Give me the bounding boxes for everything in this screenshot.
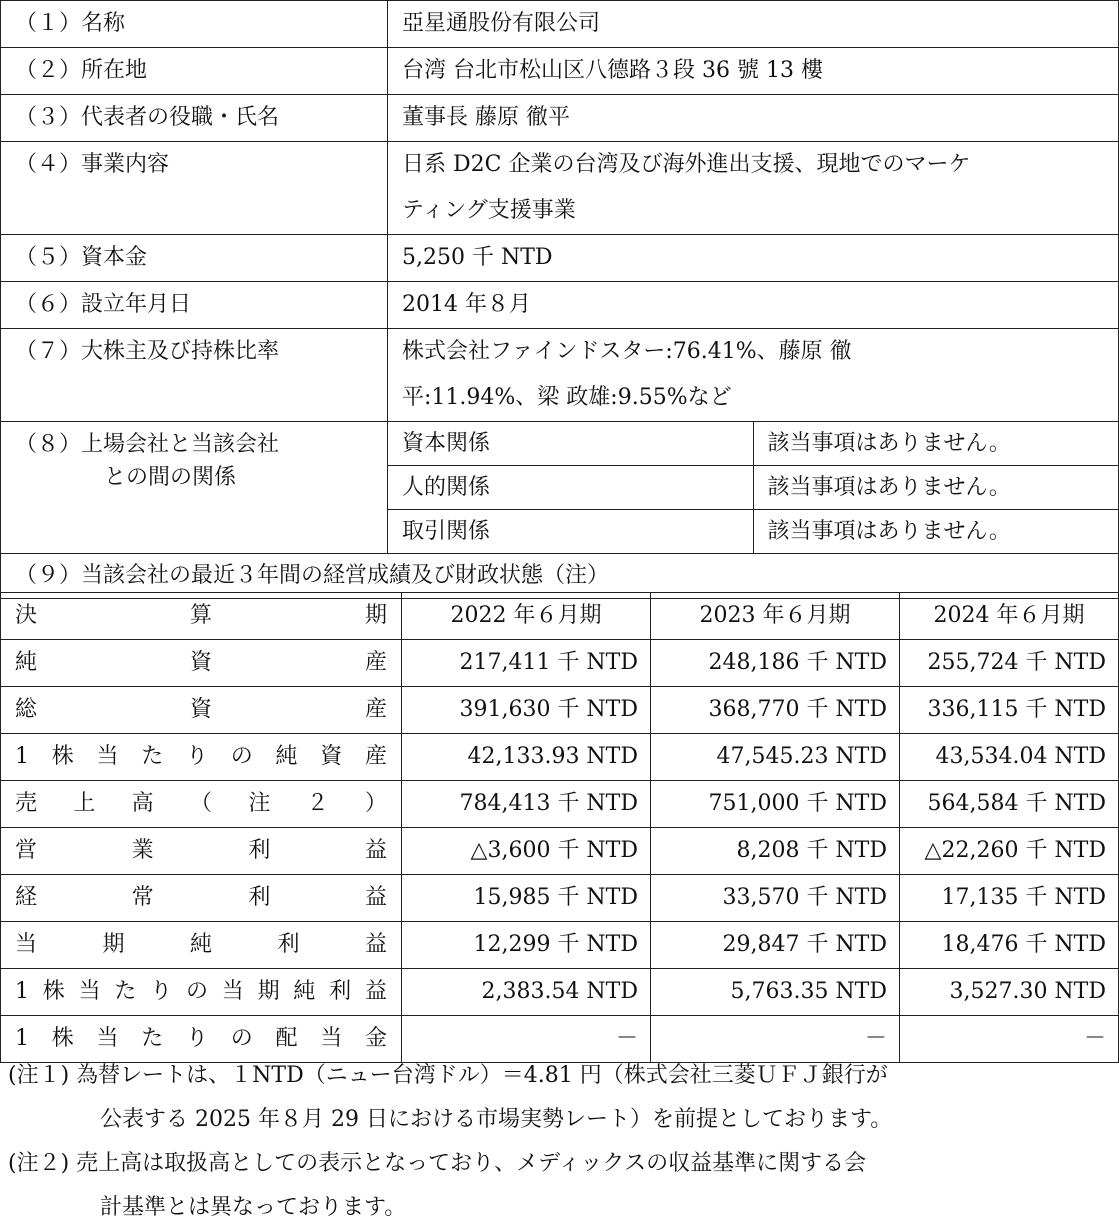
label-char: 益 — [364, 932, 387, 957]
financial-value-cell: 18,476 千 NTD — [900, 922, 1119, 969]
spread-label — [15, 687, 387, 733]
representative-label-cell: （３）代表者の役職・氏名 — [1, 95, 388, 142]
relation-value-cell: 該当事項はありません。 — [753, 466, 1119, 510]
financial-table — [0, 592, 1119, 1063]
label-char: 営 — [15, 838, 38, 863]
financial-row-label — [1, 828, 402, 875]
financial-value-cell: 43,534.04 NTD — [900, 734, 1119, 781]
label-char: 金 — [364, 1026, 387, 1051]
financial-row-label — [1, 734, 402, 781]
financial-row-label — [1, 875, 402, 922]
label-char: 1 — [15, 979, 29, 1004]
financial-value-cell: 217,411 千 NTD — [402, 640, 651, 687]
period-header-label — [1, 593, 402, 640]
table-row — [1, 422, 1119, 466]
label-char: 当 — [96, 1026, 119, 1051]
label-char: 上 — [73, 791, 96, 816]
business-value-cell: 日系 D2C 企業の台湾及び海外進出支援、現地でのマーケ ティング支援事業 — [388, 142, 1119, 235]
label-char: 1 — [15, 744, 29, 769]
label-char: 純 — [275, 744, 298, 769]
financial-row — [1, 734, 1119, 781]
label-char: 当 — [221, 979, 244, 1004]
financial-value-cell: 3,527.30 NTD — [900, 969, 1119, 1016]
label-char: 産 — [364, 650, 387, 675]
shareholders-label-cell: （７）大株主及び持株比率 — [1, 329, 388, 422]
name-label-cell: （１）名称 — [1, 1, 388, 48]
label-char: 益 — [364, 838, 387, 863]
spread-label — [15, 922, 387, 968]
label-char: 当 — [15, 932, 38, 957]
label-char: 益 — [364, 979, 387, 1004]
financial-value-cell: 391,630 千 NTD — [402, 687, 651, 734]
label-char: 当 — [320, 1026, 343, 1051]
financial-row — [1, 969, 1119, 1016]
spread-label — [15, 875, 387, 921]
financial-value-cell: 12,299 千 NTD — [402, 922, 651, 969]
location-label-cell: （２）所在地 — [1, 48, 388, 95]
financial-header-row — [1, 593, 1119, 640]
spread-label — [15, 781, 387, 827]
shareholders-value-cell: 株式会社ファインドスター:76.41%、藤原 徹 平:11.94%、梁 政雄:9.55%など — [388, 329, 1119, 422]
financial-row — [1, 687, 1119, 734]
label-char: 利 — [277, 932, 300, 957]
label-char: 経 — [15, 885, 38, 910]
label-char: 資 — [189, 650, 212, 675]
financial-value-cell: 2,383.54 NTD — [402, 969, 651, 1016]
financial-row — [1, 875, 1119, 922]
capital-value-cell: 5,250 千 NTD — [388, 235, 1119, 282]
financial-row — [1, 828, 1119, 875]
relation-value-cell: 該当事項はありません。 — [753, 510, 1119, 554]
location-value-cell: 台湾 台北市松山区八德路３段 36 號 13 樓 — [388, 48, 1119, 95]
financial-value-cell: － — [900, 1016, 1119, 1063]
note-2-line-2: 計基準とは異なっております。 — [100, 1195, 407, 1220]
relation-type-cell: 取引関係 — [388, 510, 754, 554]
financial-value-cell: 255,724 千 NTD — [900, 640, 1119, 687]
established-label-cell: （６）設立年月日 — [1, 282, 388, 329]
spread-label — [15, 640, 387, 686]
capital-label-cell: （５）資本金 — [1, 235, 388, 282]
label-char: 株 — [51, 1026, 74, 1051]
financial-row-label — [1, 687, 402, 734]
label-char: の — [230, 1026, 253, 1051]
financial-value-cell: 248,186 千 NTD — [651, 640, 900, 687]
business-label-cell: （４）事業内容 — [1, 142, 388, 235]
table-row — [1, 329, 1119, 422]
note-1-line-2: 公表する 2025 年８月 29 日における市場実勢レート）を前提としております。 — [100, 1107, 893, 1132]
financial-value-cell: 751,000 千 NTD — [651, 781, 900, 828]
table-row — [1, 142, 1119, 235]
financial-value-cell: 8,208 千 NTD — [651, 828, 900, 875]
label-char: 利 — [248, 838, 271, 863]
label-char: 利 — [248, 885, 271, 910]
label-char: 期 — [364, 603, 387, 628]
relation-type-cell: 人的関係 — [388, 466, 754, 510]
financial-value-cell: 784,413 千 NTD — [402, 781, 651, 828]
label-char: 株 — [42, 979, 65, 1004]
table-row — [1, 235, 1119, 282]
financial-value-cell: － — [651, 1016, 900, 1063]
label-char: 高 — [131, 791, 154, 816]
label-char: 期 — [257, 979, 280, 1004]
spread-label — [15, 734, 387, 780]
label-char: り — [185, 1026, 208, 1051]
label-char: ） — [364, 791, 387, 816]
label-char: 当 — [78, 979, 101, 1004]
label-char: 業 — [131, 838, 154, 863]
table-row — [1, 282, 1119, 329]
financial-row-label — [1, 969, 402, 1016]
financial-value-cell: 47,545.23 NTD — [651, 734, 900, 781]
financial-row-label — [1, 781, 402, 828]
notes-section — [0, 1054, 1119, 1230]
financial-value-cell: 29,847 千 NTD — [651, 922, 900, 969]
label-char: 注 — [248, 791, 271, 816]
financial-body — [1, 640, 1119, 1063]
label-char: 売 — [15, 791, 38, 816]
label-char: 産 — [364, 744, 387, 769]
relation-type-cell: 資本関係 — [388, 422, 754, 466]
table-row — [1, 48, 1119, 95]
label-char: （ — [189, 791, 212, 816]
period-header: 2022 年６月期 — [402, 593, 651, 640]
relation-value-cell: 該当事項はありません。 — [753, 422, 1119, 466]
financial-value-cell: 42,133.93 NTD — [402, 734, 651, 781]
label-char: 総 — [15, 697, 38, 722]
financial-value-cell: △3,600 千 NTD — [402, 828, 651, 875]
financial-value-cell: 368,770 千 NTD — [651, 687, 900, 734]
name-value-cell: 亞星通股份有限公司 — [388, 1, 1119, 48]
label-char: り — [150, 979, 173, 1004]
established-value-cell: 2014 年８月 — [388, 282, 1119, 329]
table-row — [1, 1, 1119, 48]
label-char: 純 — [293, 979, 316, 1004]
label-char: 資 — [189, 697, 212, 722]
label-char: 算 — [189, 603, 212, 628]
financial-value-cell: 5,763.35 NTD — [651, 969, 900, 1016]
label-char: 当 — [96, 744, 119, 769]
label-char: 産 — [364, 697, 387, 722]
financial-value-cell: 33,570 千 NTD — [651, 875, 900, 922]
label-char: の — [230, 744, 253, 769]
label-char: ２ — [306, 791, 329, 816]
period-header: 2023 年６月期 — [651, 593, 900, 640]
table-row — [1, 95, 1119, 142]
label-char: 1 — [15, 1026, 29, 1051]
label-char: 株 — [51, 744, 74, 769]
company-info-table — [0, 0, 1119, 599]
financial-value-cell: △22,260 千 NTD — [900, 828, 1119, 875]
financial-value-cell: 17,135 千 NTD — [900, 875, 1119, 922]
financial-row — [1, 640, 1119, 687]
label-char: の — [185, 979, 208, 1004]
note-2-line-1: (注２) 売上高は取扱高としての表示となっており、メディックスの収益基準に関する会 — [8, 1151, 867, 1176]
label-char: 決 — [15, 603, 38, 628]
financial-value-cell: － — [402, 1016, 651, 1063]
representative-value-cell: 董事長 藤原 徹平 — [388, 95, 1119, 142]
label-char: 純 — [15, 650, 38, 675]
label-char: 資 — [320, 744, 343, 769]
label-char: 配 — [275, 1026, 298, 1051]
label-char: 利 — [329, 979, 352, 1004]
label-char: た — [141, 1026, 164, 1051]
spread-label — [15, 969, 387, 1015]
financial-row-label — [1, 640, 402, 687]
label-char: 純 — [189, 932, 212, 957]
period-header: 2024 年６月期 — [900, 593, 1119, 640]
spread-label — [15, 828, 387, 874]
financial-row — [1, 922, 1119, 969]
financial-row-label — [1, 922, 402, 969]
financial-value-cell: 336,115 千 NTD — [900, 687, 1119, 734]
spread-label — [15, 593, 387, 639]
financial-value-cell: 15,985 千 NTD — [402, 875, 651, 922]
label-char: り — [185, 744, 208, 769]
note-1-line-1: (注１) 為替レートは、１NTD（ニュー台湾ドル）＝4.81 円（株式会社三菱ＵＦＪ銀行が — [8, 1063, 888, 1088]
financial-value-cell: 564,584 千 NTD — [900, 781, 1119, 828]
financial-title-cell: （９）当該会社の最近３年間の経営成績及び財政状態（注） — [1, 554, 1119, 599]
label-char: 期 — [102, 932, 125, 957]
label-char: 益 — [364, 885, 387, 910]
financial-row — [1, 781, 1119, 828]
label-char: た — [141, 744, 164, 769]
label-char: 常 — [131, 885, 154, 910]
relation-label-cell: （８）上場会社と当該会社 との間の関係 — [1, 422, 388, 554]
label-char: た — [114, 979, 137, 1004]
